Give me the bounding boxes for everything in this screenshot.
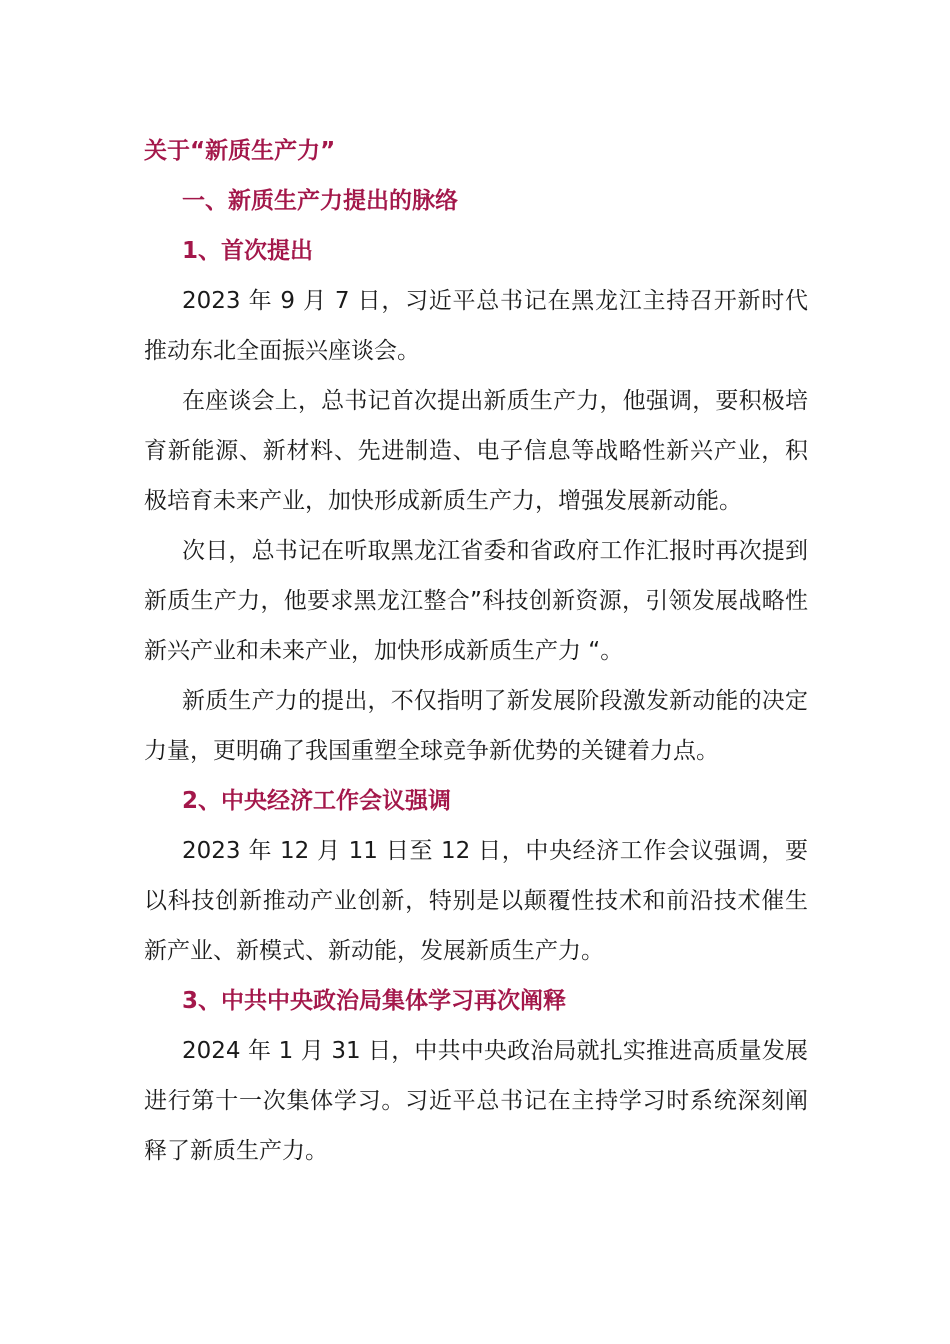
paragraph: 新质生产力的提出，不仅指明了新发展阶段激发新动能的决定力量，更明确了我国重塑全球竞争新优势的关键着力点。 (144, 688, 808, 764)
document-page (144, 126, 808, 1176)
subsection-heading-3: 3、中共中央政治局集体学习再次阐释 (182, 988, 567, 1014)
paragraph: 在座谈会上，总书记首次提出新质生产力，他强调，要积极培育新能源、新材料、先进制造、电子信息等战略性新兴产业，积极培育未来产业，加快形成新质生产力，增强发展新动能。 (144, 388, 808, 514)
subsection-heading-2: 2、中央经济工作会议强调 (182, 788, 452, 814)
document-title: 关于“新质生产力” (144, 138, 336, 164)
subsection-heading-1: 1、首次提出 (182, 238, 314, 264)
paragraph: 2023 年 9 月 7 日，习近平总书记在黑龙江主持召开新时代推动东北全面振兴座谈会。 (144, 288, 808, 364)
paragraph: 2024 年 1 月 31 日，中共中央政治局就扎实推进高质量发展进行第十一次集体学习。习近平总书记在主持学习时系统深刻阐释了新质生产力。 (144, 1038, 808, 1164)
paragraph: 2023 年 12 月 11 日至 12 日，中央经济工作会议强调，要以科技创新推动产业创新，特别是以颠覆性技术和前沿技术催生新产业、新模式、新动能，发展新质生产力。 (144, 838, 808, 964)
paragraph: 次日，总书记在听取黑龙江省委和省政府工作汇报时再次提到新质生产力，他要求黑龙江整合”科技创新资源，引领发展战略性新兴产业和未来产业，加快形成新质生产力 “。 (144, 538, 808, 664)
section-heading: 一、新质生产力提出的脉络 (182, 188, 458, 214)
